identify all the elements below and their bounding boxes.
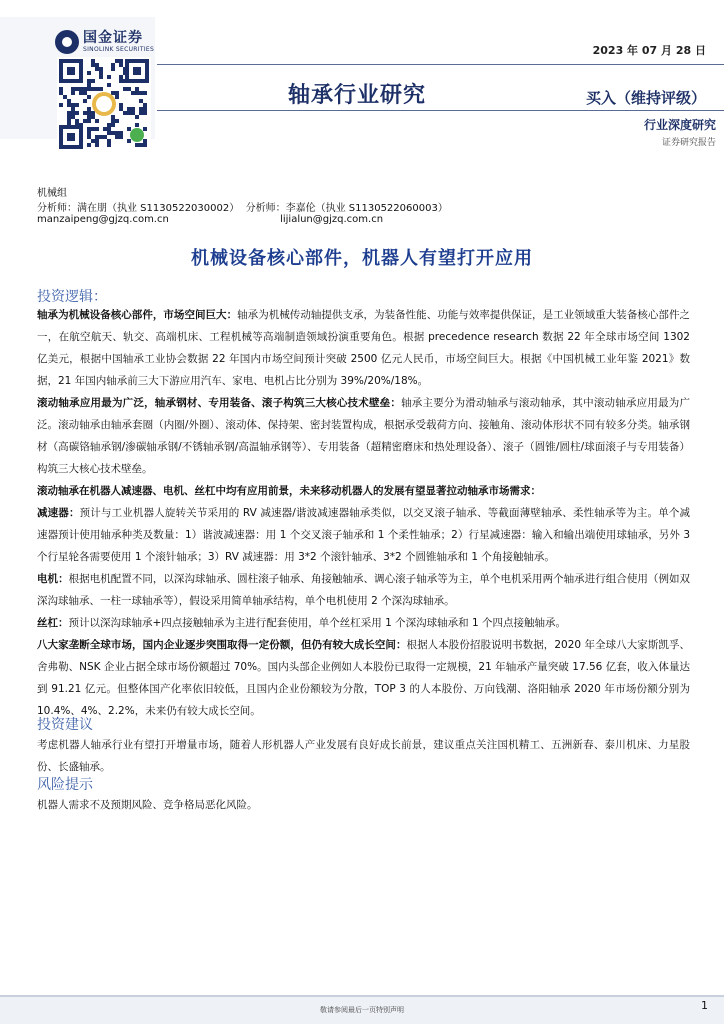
- qr-module: [131, 91, 135, 95]
- qr-module: [99, 67, 103, 71]
- analyst-emails: manzaipeng@gjzq.com.cn lijialun@gjzq.com.cn: [37, 214, 384, 225]
- qr-module: [83, 87, 87, 91]
- paragraph-text: 轴承为机械传动轴提供支承，为装备性能、功能与效率提供保证，是工业领域重大装备核心部件之一，在航空航天、轨交、高端机床、工程机械等高端制造领域扮演重要角色。根据 precedence research 数据 22 年全球市场空间 1302 亿美元，根据中国轴承工业协会数据 22 年国内市场空间预计突破 2500 亿元人民币，市场空间巨大。根据《中国机械工业年鉴 2021》数据，21 年国内轴承前三大下游应用汽车、家电、电机占比分别为 39%/20%/18%。: [37, 309, 691, 387]
- qr-module: [111, 63, 115, 67]
- qr-module: [75, 87, 79, 91]
- analyst-names: 分析师：满在朋（执业 S1130522030002） 分析师：李嘉伦（执业 S1130522060003）: [37, 203, 448, 214]
- qr-module: [115, 91, 119, 95]
- qr-module: [115, 59, 119, 63]
- qr-module: [87, 107, 91, 111]
- paragraph-lead: 减速器：: [37, 507, 80, 519]
- section-logic-title: 投资逻辑：: [37, 289, 107, 305]
- qr-module: [95, 127, 99, 131]
- qr-module: [139, 99, 143, 103]
- paragraph: [37, 392, 690, 480]
- paragraph-text: 根据人本股份招股说明书数据，2020 年全球八大家斯凯孚、舍弗勒、NSK 企业占据全球市场份额超过 70%。国内头部企业例如人本股份已取得一定规模，21 年轴承产量突破 17.56 亿套，收入体量达到 91.21 亿元。但整体国产化率依旧较低，且国内企业份额较为分散，TOP 3 的人本股份、万向钱潮、洛阳轴承 2020 年市场份额分别为 10.4%、4%、2.2%，未来仍有较大成长空间。: [37, 639, 691, 717]
- qr-module: [99, 135, 103, 139]
- qr-module: [103, 135, 107, 139]
- qr-module: [135, 123, 139, 127]
- qr-module: [87, 127, 91, 131]
- qr-module: [95, 87, 99, 91]
- paragraph: [37, 568, 690, 612]
- paragraph: [37, 502, 690, 568]
- qr-module: [143, 127, 147, 131]
- qr-module: [67, 99, 71, 103]
- paragraph-lead: 八大家垄断全球市场，国内企业逐步突围取得一定份额，但仍有较大成长空间：: [37, 639, 407, 651]
- qr-module: [87, 83, 91, 87]
- paragraph-lead: 滚动轴承应用最为广泛，轴承钢材、专用装备、滚子构筑三大核心技术壁垒：: [37, 397, 402, 409]
- qr-module: [95, 135, 99, 139]
- qr-module: [127, 111, 131, 115]
- qr-module: [79, 91, 83, 95]
- qr-module: [91, 111, 95, 115]
- qr-module: [111, 123, 115, 127]
- qr-module: [107, 123, 111, 127]
- paragraph-text: 轴承主要分为滑动轴承与滚动轴承，其中滚动轴承应用最为广泛。滚动轴承由轴承套圈（内圈/外圈）、滚动体、保持架、密封装置构成，根据承受载荷方向、接触角、滚动体形状不同有较多分类。轴承钢材（高碳铬轴承钢/渗碳轴承钢/不锈轴承钢/高温轴承钢等）、专用装备（超精密磨床和热处理设备）、滚子（圆锥/圆柱/球面滚子与专用装备）构筑三大核心技术壁垒。: [37, 397, 691, 475]
- qr-module: [99, 71, 103, 75]
- qr-module: [91, 79, 95, 83]
- paragraph-text: 考虑机器人轴承行业有望打开增量市场，随着人形机器人产业发展有良好成长前景，建议重点关注国机精工、五洲新春、泰川机床、力星股份、长盛轴承。: [37, 739, 690, 773]
- qr-module: [91, 115, 95, 119]
- paragraph-lead: 丝杠：: [37, 617, 69, 629]
- footer-disclaimer: 敬请参阅最后一页特别声明: [320, 1006, 404, 1014]
- qr-module: [67, 103, 71, 107]
- paragraph: [37, 634, 690, 722]
- qr-module: [123, 87, 127, 91]
- qr-module: [99, 75, 103, 79]
- qr-module: [87, 79, 91, 83]
- qr-module: [127, 127, 131, 131]
- qr-module: [87, 143, 91, 147]
- qr-module: [71, 91, 75, 95]
- qr-module: [67, 111, 71, 115]
- qr-module: [71, 87, 75, 91]
- paragraph-text: 预计与工业机器人旋转关节采用的 RV 减速器/谐波减速器轴承类似，以交叉滚子轴承、等截面薄壁轴承、柔性轴承等为主。单个减速器预计使用轴承种类及数量：1）谐波减速器：用 1 个交叉滚子轴承和 1 个柔性轴承；2）行星减速器：输入和输出端使用球轴承，另外 3 个行星轮各需要使用 1 个滚针轴承；3）RV 减速器：用 3*2 个滚针轴承、3*2 个圆锥轴承和 1 个角接触轴承。: [37, 507, 690, 563]
- qr-module: [75, 111, 79, 115]
- qr-module: [111, 115, 115, 119]
- qr-module: [143, 143, 147, 147]
- section-risk-title: 风险提示: [37, 777, 93, 793]
- qr-module: [139, 107, 143, 111]
- qr-module: [95, 139, 99, 143]
- report-header: [0, 0, 724, 170]
- qr-module: [131, 107, 135, 111]
- report-date: 2023 年 07 月 28 日: [592, 44, 706, 57]
- qr-module: [107, 83, 111, 87]
- paragraph-text: 机器人需求不及预期风险、竞争格局恶化风险。: [37, 799, 258, 811]
- qr-module: [135, 87, 139, 91]
- qr-module: [115, 119, 119, 123]
- qr-module: [71, 115, 75, 119]
- qr-module: [115, 135, 119, 139]
- qr-module: [111, 119, 115, 123]
- qr-module: [95, 143, 99, 147]
- qr-module: [91, 59, 95, 63]
- qr-module: [143, 111, 147, 115]
- qr-module: [143, 107, 147, 111]
- logo-name-en: SINOLINK SECURITIES: [83, 46, 155, 53]
- qr-module: [59, 103, 63, 107]
- report-type: 行业深度研究: [643, 118, 716, 132]
- report-subtype: 证券研究报告: [661, 138, 716, 148]
- header-rule: [157, 64, 724, 65]
- qr-module: [135, 91, 139, 95]
- qr-module: [95, 67, 99, 71]
- logo-mark-icon: [55, 30, 79, 54]
- paragraph-lead: 电机：: [37, 573, 69, 585]
- page-number: 1: [701, 999, 708, 1012]
- qr-module: [135, 143, 139, 147]
- qr-module: [107, 139, 111, 143]
- qr-module: [119, 131, 123, 135]
- qr-module: [71, 107, 75, 111]
- paragraph: [37, 480, 690, 502]
- qr-module: [103, 127, 107, 131]
- qr-module: [91, 127, 95, 131]
- qr-module: [135, 115, 139, 119]
- qr-module: [119, 75, 123, 79]
- qr-module: [111, 91, 115, 95]
- qr-module: [71, 111, 75, 115]
- qr-module: [91, 139, 95, 143]
- qr-module: [87, 95, 91, 99]
- qr-module: [119, 107, 123, 111]
- qr-module: [111, 67, 115, 71]
- qr-module: [143, 139, 147, 143]
- qr-module: [79, 87, 83, 91]
- qr-module: [119, 103, 123, 107]
- qr-module: [67, 119, 71, 123]
- paragraph-lead: 轴承为机械设备核心部件，市场空间巨大：: [37, 309, 238, 321]
- paragraph-text: 根据电机配置不同，以深沟球轴承、圆柱滚子轴承、角接触轴承、调心滚子轴承等为主，单个电机采用两个轴承进行组合使用（例如双深沟球轴承、一柱一球轴承等），假设采用简单轴承结构，单个电机使用 2 个深沟球轴承。: [37, 573, 691, 607]
- qr-module: [87, 111, 91, 115]
- paragraph-text: 预计以深沟球轴承+四点接触轴承为主进行配套使用，单个丝杠采用 1 个深沟球轴承和 1 个四点接触轴承。: [68, 617, 567, 629]
- qr-module: [71, 103, 75, 107]
- qr-module: [87, 135, 91, 139]
- qr-module: [119, 135, 123, 139]
- headline: 机械设备核心部件，机器人有望打开应用: [191, 248, 533, 269]
- qr-module: [83, 91, 87, 95]
- qr-module: [107, 131, 111, 135]
- qr-module: [119, 59, 123, 63]
- rating: 买入（维持评级）: [585, 89, 706, 107]
- qr-module: [107, 143, 111, 147]
- qr-module: [91, 63, 95, 67]
- qr-module: [143, 91, 147, 95]
- paragraph: [37, 612, 690, 634]
- analyst-group: 机械组: [37, 188, 67, 199]
- qr-module: [115, 131, 119, 135]
- qr-module: [127, 87, 131, 91]
- qr-module: [87, 115, 91, 119]
- qr-module: [87, 87, 91, 91]
- qr-module: [115, 95, 119, 99]
- risk-body: [37, 794, 690, 816]
- qr-module: [59, 91, 63, 95]
- qr-module: [139, 143, 143, 147]
- logo-name-cn: 国金证券: [83, 30, 143, 46]
- qr-module: [119, 79, 123, 83]
- qr-module: [139, 91, 143, 95]
- qr-module: [91, 87, 95, 91]
- qr-module: [95, 119, 99, 123]
- qr-module: [87, 119, 91, 123]
- qr-module: [123, 111, 127, 115]
- qr-module: [127, 107, 131, 111]
- qr-module: [139, 111, 143, 115]
- paragraph-lead: 滚动轴承在机器人减速器、电机、丝杠中均有应用前景，未来移动机器人的发展有望显著拉动轴承市场需求：: [37, 485, 541, 497]
- qr-module: [99, 87, 103, 91]
- qr-module: [75, 103, 79, 107]
- qr-module: [59, 87, 63, 91]
- qr-module: [83, 111, 87, 115]
- qr-module: [107, 127, 111, 131]
- qr-module: [111, 131, 115, 135]
- header-rule-2: [157, 110, 724, 111]
- qr-code-icon: [57, 57, 151, 151]
- qr-module: [63, 95, 67, 99]
- section-advice-title: 投资建议: [37, 717, 93, 733]
- qr-module: [87, 71, 91, 75]
- qr-module: [87, 131, 91, 135]
- qr-module: [67, 115, 71, 119]
- qr-module: [83, 119, 87, 123]
- report-title: 轴承行业研究: [288, 83, 427, 108]
- qr-module: [131, 111, 135, 115]
- qr-module: [83, 99, 87, 103]
- qr-module: [75, 119, 79, 123]
- qr-module: [143, 103, 147, 107]
- company-logo: [55, 30, 154, 54]
- paragraph: [37, 304, 690, 392]
- logic-body: [37, 304, 690, 722]
- qr-module: [127, 139, 131, 143]
- advice-body: [37, 734, 690, 778]
- footer-rule: [0, 995, 724, 997]
- qr-module: [95, 63, 99, 67]
- qr-module: [119, 63, 123, 67]
- qr-module: [107, 75, 111, 79]
